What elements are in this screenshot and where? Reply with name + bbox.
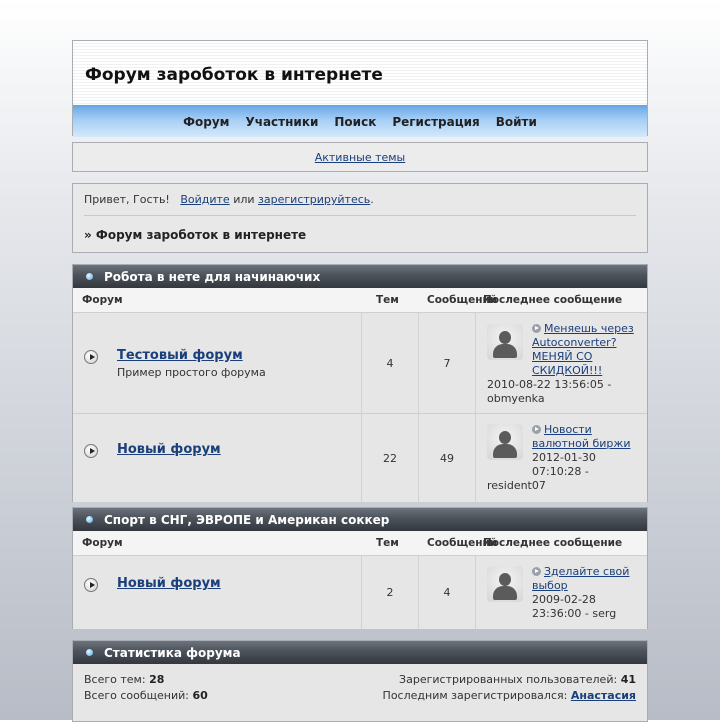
last-post-title-line[interactable]: Autoconverter? <box>532 336 617 349</box>
active-topics-bar <box>72 142 648 172</box>
total-topics <box>84 673 164 686</box>
topics-count: 2 <box>386 586 394 599</box>
go-to-post-icon[interactable] <box>532 567 541 576</box>
total-posts-value: 60 <box>192 689 208 702</box>
last-post-title-line[interactable]: МЕНЯЙ СО <box>532 350 593 363</box>
bullet-icon <box>86 273 93 280</box>
avatar-icon <box>487 324 523 360</box>
topics-count: 22 <box>383 452 397 465</box>
last-post-meta <box>487 378 611 406</box>
period-text: . <box>370 193 374 206</box>
column-headers <box>73 531 647 556</box>
col-last-post: Последнее сообщение <box>483 294 623 306</box>
newest-member-label: Последним зарегистрировался: <box>382 689 568 702</box>
last-post-title-line[interactable]: валютной биржи <box>532 437 631 450</box>
avatar-icon <box>487 566 523 602</box>
go-to-post-icon[interactable] <box>532 324 541 333</box>
last-post-date: 2009-02-28 <box>532 593 596 606</box>
nav-login[interactable]: Войти <box>495 114 537 129</box>
col-last-post: Последнее сообщение <box>483 537 623 549</box>
stats-title: Статистика форума <box>104 645 241 660</box>
forum-row <box>73 414 647 502</box>
category-title: Спорт в СНГ, ЭВРОПЕ и Американ соккер <box>104 512 390 527</box>
login-link[interactable]: Войдите <box>180 193 230 206</box>
last-post-title-line[interactable]: Меняешь через <box>544 322 634 335</box>
last-post-title-line[interactable]: Новости <box>544 423 592 436</box>
col-topics: Тем <box>376 294 399 306</box>
last-post-title-line[interactable]: Зделайте свой <box>544 565 630 578</box>
register-link[interactable]: зарегистрируйтесь <box>258 193 371 206</box>
forum-row <box>73 313 647 414</box>
divider <box>84 215 636 216</box>
forum-link[interactable]: Новый форум <box>117 442 221 457</box>
nav-members[interactable]: Участники <box>245 114 319 129</box>
or-text: или <box>233 193 255 206</box>
forum-link[interactable]: Новый форум <box>117 576 221 591</box>
last-post-link <box>532 423 630 479</box>
col-topics: Тем <box>376 537 399 549</box>
column-headers <box>73 288 647 313</box>
last-post-time: 07:10:28 - <box>532 465 589 478</box>
last-post-meta <box>487 479 546 493</box>
registered-users <box>399 673 636 686</box>
col-forum: Форум <box>82 294 123 306</box>
nav-search[interactable]: Поиск <box>334 114 377 129</box>
posts-count: 7 <box>443 357 451 370</box>
newest-member-link[interactable]: Анастасия <box>570 689 636 702</box>
col-forum: Форум <box>82 537 123 549</box>
nav-register[interactable]: Регистрация <box>392 114 480 129</box>
last-post-author: obmyenka <box>487 392 545 405</box>
hello-text: Привет, Гость! <box>84 193 170 206</box>
forum-arrow-icon[interactable] <box>84 350 98 364</box>
last-post-time-author: 23:36:00 - serg <box>532 607 617 620</box>
go-to-post-icon[interactable] <box>532 425 541 434</box>
newest-member <box>383 689 636 702</box>
bullet-icon <box>86 516 93 523</box>
col-posts: Сообщений <box>427 294 498 306</box>
last-post-link <box>532 565 629 621</box>
welcome-line <box>84 193 374 206</box>
last-post-link <box>532 322 634 378</box>
forum-title: Форум зароботок в интернете <box>85 65 383 85</box>
total-topics-label: Всего тем: <box>84 673 146 686</box>
forum-stats <box>72 640 648 722</box>
col-posts: Сообщений <box>427 537 498 549</box>
main-nav <box>73 105 647 137</box>
posts-count: 4 <box>443 586 451 599</box>
last-post-title-line[interactable]: выбор <box>532 579 568 592</box>
bullet-icon <box>86 649 93 656</box>
category-title: Робота в нете для начинаючих <box>104 269 321 284</box>
registered-users-label: Зарегистрированных пользователей: <box>399 673 618 686</box>
active-topics-link[interactable]: Активные темы <box>314 150 406 164</box>
welcome-panel <box>72 183 648 253</box>
category-block <box>72 507 648 629</box>
posts-count: 49 <box>440 452 454 465</box>
forum-link[interactable]: Тестовый форум <box>117 348 243 363</box>
total-posts <box>84 689 208 702</box>
breadcrumb: » Форум зароботок в интернете <box>84 228 307 242</box>
registered-users-value: 41 <box>620 673 636 686</box>
last-post-date: 2012-01-30 <box>532 451 596 464</box>
last-post-date: 2010-08-22 13:56:05 - <box>487 378 612 391</box>
stats-header <box>73 641 647 664</box>
topics-count: 4 <box>386 357 394 370</box>
category-header <box>73 265 647 288</box>
forum-description: Пример простого форума <box>117 366 266 379</box>
stats-body <box>73 664 647 721</box>
avatar-icon <box>487 424 523 460</box>
forum-arrow-icon[interactable] <box>84 444 98 458</box>
total-topics-value: 28 <box>149 673 165 686</box>
forum-row <box>73 556 647 629</box>
nav-forum[interactable]: Форум <box>183 114 230 129</box>
total-posts-label: Всего сообщений: <box>84 689 189 702</box>
category-block <box>72 264 648 502</box>
last-post-author: resident07 <box>487 479 546 492</box>
forum-header <box>72 40 648 136</box>
category-header <box>73 508 647 531</box>
last-post-title-line[interactable]: СКИДКОЙ!!! <box>532 364 603 377</box>
forum-arrow-icon[interactable] <box>84 578 98 592</box>
